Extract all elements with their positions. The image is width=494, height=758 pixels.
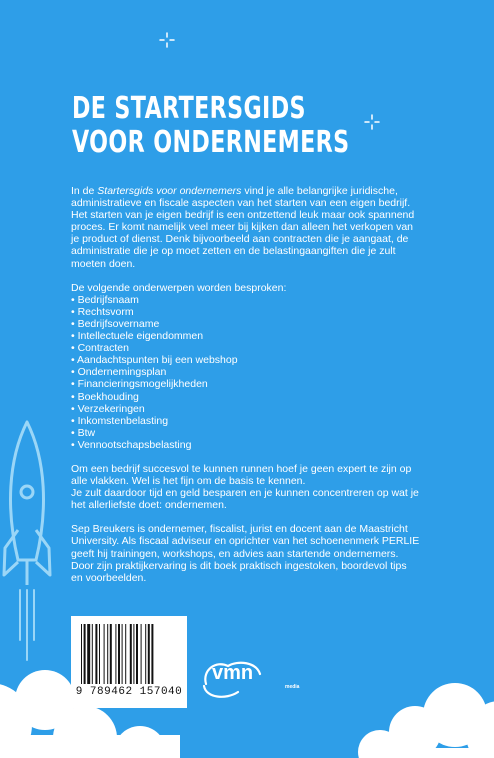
title-line-1: DE STARTERSGIDS <box>72 91 306 126</box>
book-title-mention: Startersgids voor ondernemers <box>97 185 242 197</box>
closing-paragraph: Om een bedrijf succesvol te kunnen runnen hoef je geen expert te zijn op alle vlakken. Wel is het fijn om de basis te kennen. <box>71 462 412 488</box>
list-item: • Vennootschapsbelasting <box>71 439 421 451</box>
barcode-bar <box>92 624 93 684</box>
list-item: • Boekhouding <box>71 391 421 403</box>
list-item: • Rechtsvorm <box>71 306 421 318</box>
list-item: • Inkomstenbelasting <box>71 415 421 427</box>
barcode-bar <box>148 624 150 684</box>
author-bio: Sep Breukers is ondernemer, fiscalist, jurist en docent aan de Maastricht University. Als fiscaal adviseur en oprichter van het schoenenmerk PERLIE geeft hij trainingen, workshops, en advies aan startende ondernemers. Door zijn praktijkervaring is dit boek praktisch ingestoken, boordevol tips en voorbeelden. <box>71 523 420 584</box>
sparkle-icon <box>160 33 174 47</box>
barcode-bar <box>84 624 86 684</box>
barcode-bar <box>118 624 120 684</box>
blurb <box>71 185 421 584</box>
publisher-name: vmn <box>212 662 254 684</box>
smoke-trail <box>20 590 34 660</box>
closing-paragraph-2: Je zult daardoor tijd en geld besparen en je kunnen concentreren op wat je het allerliefste doet: ondernemen. <box>71 487 419 512</box>
list-item: • Intellectuele eigendommen <box>71 330 421 342</box>
barcode-bar <box>115 624 116 684</box>
barcode-bar <box>87 624 90 684</box>
title-line-2: VOOR ONDERNEMERS <box>72 125 350 160</box>
barcode-bar <box>122 624 123 684</box>
cloud-icon <box>358 683 494 758</box>
list-item: • Contracten <box>71 342 421 354</box>
barcode-bar <box>99 624 100 684</box>
barcode-bar <box>141 624 142 684</box>
sparkle-icon <box>365 115 379 129</box>
list-item: • Financieringsmogelijkheden <box>71 378 421 390</box>
barcode-bar <box>136 624 138 684</box>
barcode-bar <box>145 624 146 684</box>
list-item: • Bedrijfsovername <box>71 318 421 330</box>
isbn-number: 9 789462 157040 <box>75 686 183 698</box>
book-title <box>72 91 350 160</box>
barcode-bar <box>133 624 134 684</box>
barcode-bar <box>104 624 105 684</box>
barcode-bar <box>95 624 97 684</box>
barcode-bar <box>81 624 82 684</box>
barcode-bar <box>110 624 112 684</box>
intro-paragraph: In de Startersgids voor ondernemers vind je alle belangrijke juridische, administratieve en fiscale aspecten van het starten van een eigen bedrijf. <box>71 185 411 210</box>
rocket-icon <box>4 422 50 585</box>
barcode-bar <box>125 624 126 684</box>
barcode-bar <box>151 624 153 684</box>
list-item: • Verzekeringen <box>71 403 421 415</box>
barcode-bar <box>107 624 108 684</box>
topics-list <box>71 294 421 451</box>
barcode-bar <box>130 624 132 684</box>
list-item: • Aandachtspunten bij een webshop <box>71 354 421 366</box>
barcode-bars <box>81 624 177 684</box>
topics-heading: De volgende onderwerpen worden besproken: <box>71 281 287 294</box>
list-item: • Btw <box>71 427 421 439</box>
list-item: • Bedrijfsnaam <box>71 294 421 306</box>
list-item: • Ondernemingsplan <box>71 366 421 378</box>
publisher-sub: media <box>285 684 300 690</box>
intro-paragraph-2: Het starten van je eigen bedrijf is een ontzettend leuk maar ook spannend proces. Er komt namelijk veel meer bij kijken dan alleen het verkopen van je product of dienst. Denk bijvoorbeeld aan contracten die je aangaat, de administratie die je op moet zetten en de belastingaangiften die je zult moeten doen. <box>71 209 415 270</box>
barcode <box>71 616 187 708</box>
